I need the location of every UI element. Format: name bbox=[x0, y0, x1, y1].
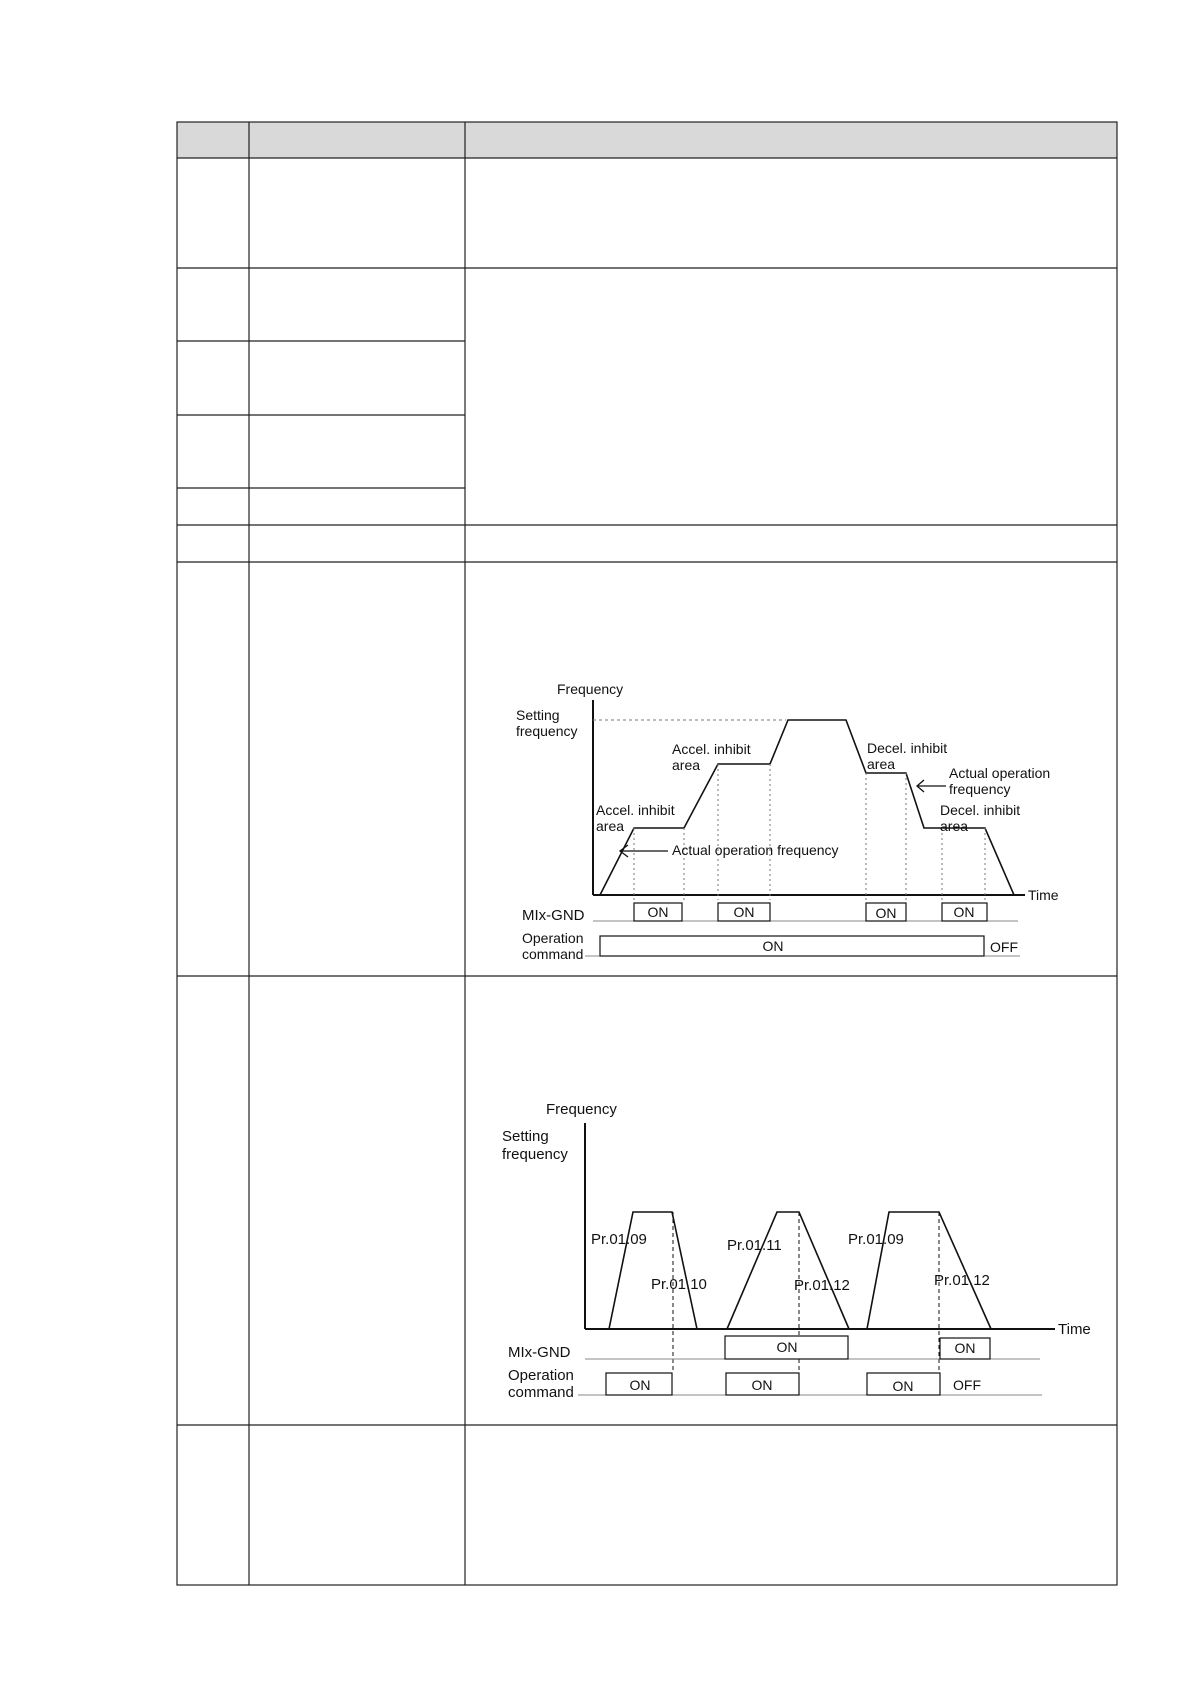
fig2-pr-label-4: Pr.01.12 bbox=[794, 1277, 850, 1294]
fig1-accel-inhibit-upper-1: Accel. inhibit bbox=[672, 741, 751, 757]
fig2-frequency-traces bbox=[609, 1212, 991, 1329]
fig1-accel-inhibit-lower-1: Accel. inhibit bbox=[596, 802, 675, 818]
fig2-mix-gnd-label: MIx-GND bbox=[508, 1344, 571, 1361]
fig2-operation-off: OFF bbox=[953, 1377, 981, 1393]
fig1-setting-label-1: Setting bbox=[516, 707, 560, 723]
table-header-row bbox=[177, 122, 1117, 158]
fig1-mix-on-2: ON bbox=[733, 904, 755, 920]
fig1-setting-label-2: frequency bbox=[516, 723, 578, 739]
fig2-pr-label-1: Pr.01.09 bbox=[591, 1231, 647, 1248]
fig2-operation-on-3: ON bbox=[892, 1378, 914, 1394]
fig2-setting-label-2: frequency bbox=[502, 1146, 568, 1163]
fig1-mix-pulses bbox=[634, 903, 987, 921]
fig2-pr-label-3: Pr.01.11 bbox=[727, 1237, 782, 1254]
fig2-operation-label-2: command bbox=[508, 1384, 574, 1401]
fig1-operation-pulse bbox=[600, 936, 984, 956]
fig1-decel-inhibit-upper-2: area bbox=[867, 756, 896, 772]
fig1-mix-on-1: ON bbox=[647, 904, 669, 920]
fig1-y-axis-label: Frequency bbox=[557, 681, 624, 697]
fig1-operation-on: ON bbox=[762, 938, 784, 954]
fig1-guides bbox=[634, 764, 985, 900]
fig2-mix-on-2: ON bbox=[954, 1340, 976, 1356]
fig1-operation-label-2: command bbox=[522, 946, 584, 962]
fig1-decel-inhibit-upper-1: Decel. inhibit bbox=[867, 740, 948, 756]
fig2-operation-pulses bbox=[606, 1373, 940, 1395]
fig1-actual-freq-label: Actual operation frequency bbox=[672, 842, 839, 858]
fig1-accel-inhibit-lower-2: area bbox=[596, 818, 625, 834]
fig2-pr-label-2: Pr.01.10 bbox=[651, 1276, 707, 1293]
figure-accel-decel-time-switch bbox=[502, 1101, 1091, 1401]
fig2-mix-on-1: ON bbox=[776, 1339, 798, 1355]
fig2-operation-on-2: ON bbox=[751, 1377, 773, 1393]
fig1-mix-on-4: ON bbox=[953, 904, 975, 920]
fig1-operation-label-1: Operation bbox=[522, 930, 584, 946]
fig2-setting-label-1: Setting bbox=[502, 1128, 549, 1145]
fig2-mix-pulses bbox=[725, 1336, 990, 1359]
fig2-pr-label-5: Pr.01.09 bbox=[848, 1231, 904, 1248]
table-grid bbox=[177, 122, 1117, 1585]
fig2-pr-label-6: Pr.01.12 bbox=[934, 1272, 990, 1289]
fig1-operation-off: OFF bbox=[990, 939, 1018, 955]
fig1-accel-inhibit-upper-2: area bbox=[672, 757, 701, 773]
fig1-mix-on-3: ON bbox=[875, 905, 897, 921]
fig1-decel-inhibit-lower-1: Decel. inhibit bbox=[940, 802, 1021, 818]
fig1-actual-freq-right-2: frequency bbox=[949, 781, 1011, 797]
fig2-y-axis-label: Frequency bbox=[546, 1101, 617, 1118]
fig1-mix-gnd-label: MIx-GND bbox=[522, 907, 585, 924]
figure-accel-decel-inhibit bbox=[516, 681, 1059, 962]
fig2-operation-on-1: ON bbox=[629, 1377, 651, 1393]
fig2-operation-label-1: Operation bbox=[508, 1367, 574, 1384]
fig2-x-axis-label: Time bbox=[1058, 1321, 1091, 1338]
fig1-decel-inhibit-lower-2: area bbox=[940, 818, 969, 834]
fig1-x-axis-label: Time bbox=[1028, 887, 1059, 903]
fig1-actual-freq-right-1: Actual operation bbox=[949, 765, 1051, 781]
